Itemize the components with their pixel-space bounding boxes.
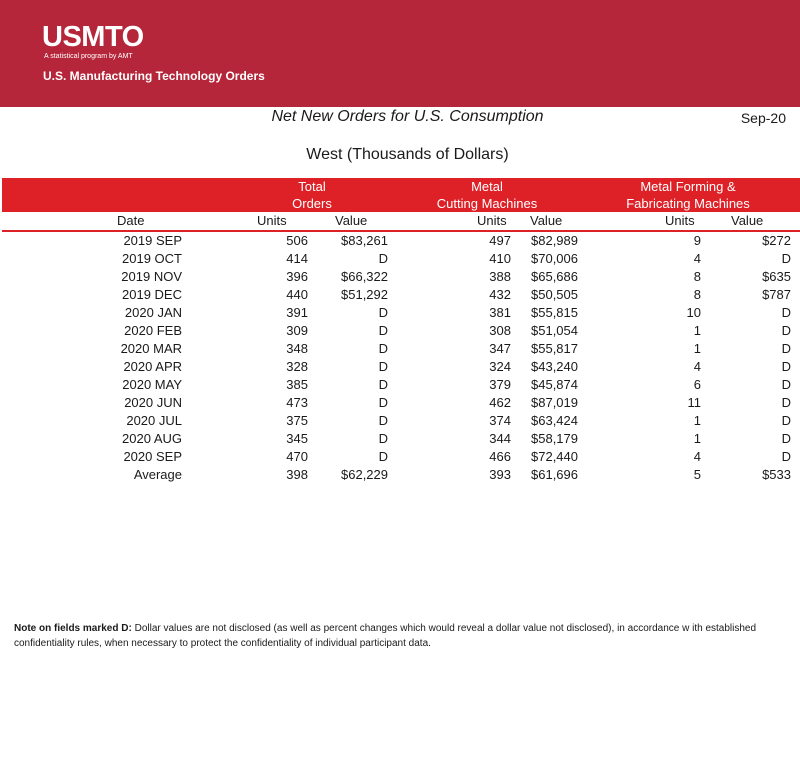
group-forming-line1: Metal Forming &: [640, 179, 736, 194]
cell-total-value: D: [378, 377, 388, 392]
cell-date: 2019 NOV: [121, 269, 182, 284]
logo-tagline: A statistical program by AMT: [44, 53, 133, 60]
cell-forming-value: D: [781, 377, 791, 392]
cell-total-units: 396: [286, 269, 308, 284]
cell-date: 2020 MAR: [120, 341, 182, 356]
group-metal-cutting: [422, 178, 552, 212]
cell-date: 2020 FEB: [124, 323, 182, 338]
cell-metal-value: $51,054: [531, 323, 578, 338]
report-title: Net New Orders for U.S. Consumption: [271, 108, 544, 125]
col-total-value: Value: [335, 213, 368, 228]
cell-forming-value: $635: [762, 269, 791, 284]
cell-total-units: 414: [286, 251, 308, 266]
cell-total-units: 309: [286, 323, 308, 338]
cell-total-value: D: [378, 413, 388, 428]
table-row: [0, 376, 800, 394]
cell-forming-units: 4: [693, 449, 701, 464]
cell-forming-units: 4: [693, 251, 701, 266]
col-forming-value: Value: [731, 213, 764, 228]
table-row: [0, 412, 800, 430]
cell-total-units: 345: [286, 431, 308, 446]
cell-metal-units: 432: [489, 287, 511, 302]
cell-metal-units: 410: [489, 251, 511, 266]
group-metal-line1: Metal: [471, 179, 503, 194]
cell-total-value: D: [378, 305, 388, 320]
cell-metal-value: $82,989: [531, 233, 578, 248]
cell-forming-units: 8: [693, 269, 701, 284]
cell-metal-value: $61,696: [531, 467, 578, 482]
cell-total-value: $66,322: [341, 269, 388, 284]
cell-total-units: 473: [286, 395, 308, 410]
disclosure-note: [14, 621, 774, 651]
table-row: [0, 340, 800, 358]
cell-metal-value: $50,505: [531, 287, 578, 302]
cell-total-units: 375: [286, 413, 308, 428]
group-metal-line2: Cutting Machines: [436, 196, 538, 211]
cell-metal-units: 466: [489, 449, 511, 464]
table-row: [0, 268, 800, 286]
cell-total-units: 506: [286, 233, 308, 248]
cell-forming-units: 9: [693, 233, 701, 248]
table-row: [0, 232, 800, 250]
group-total-line2: Orders: [292, 196, 332, 211]
cell-date: 2019 DEC: [122, 287, 182, 302]
group-forming-line2: Fabricating Machines: [626, 196, 750, 211]
table-row: [0, 358, 800, 376]
note-label: Note on fields marked D:: [14, 623, 132, 634]
col-total-units: Units: [257, 213, 287, 228]
cell-forming-value: D: [781, 431, 791, 446]
cell-metal-units: 381: [489, 305, 511, 320]
cell-metal-value: $72,440: [531, 449, 578, 464]
cell-metal-units: 324: [489, 359, 511, 374]
cell-date: 2020 MAY: [122, 377, 182, 392]
cell-forming-units: 4: [693, 359, 701, 374]
region-heading: West (Thousands of Dollars): [306, 146, 509, 163]
header-subtitle: U.S. Manufacturing Technology Orders: [43, 69, 265, 83]
cell-forming-units: 11: [687, 395, 701, 410]
cell-forming-value: $787: [762, 287, 791, 302]
cell-total-units: 398: [286, 467, 308, 482]
cell-date: 2020 APR: [123, 359, 182, 374]
cell-total-value: D: [378, 341, 388, 356]
cell-metal-value: $87,019: [531, 395, 578, 410]
cell-forming-value: D: [781, 413, 791, 428]
table-row: [0, 286, 800, 304]
cell-metal-value: $63,424: [531, 413, 578, 428]
cell-date: 2020 JAN: [124, 305, 182, 320]
cell-total-units: 328: [286, 359, 308, 374]
cell-total-units: 391: [286, 305, 308, 320]
cell-date: 2019 OCT: [122, 251, 182, 266]
cell-metal-value: $43,240: [531, 359, 578, 374]
col-metal-value: Value: [530, 213, 563, 228]
cell-total-units: 470: [286, 449, 308, 464]
cell-forming-units: 10: [686, 305, 701, 320]
cell-forming-units: 1: [693, 431, 701, 446]
cell-metal-units: 379: [489, 377, 511, 392]
cell-total-value: D: [378, 395, 388, 410]
cell-total-value: D: [378, 251, 388, 266]
cell-forming-value: D: [781, 395, 791, 410]
data-table-body: [0, 232, 800, 484]
cell-forming-units: 1: [693, 323, 701, 338]
cell-total-value: D: [378, 449, 388, 464]
cell-metal-value: $58,179: [531, 431, 578, 446]
cell-forming-units: 8: [693, 287, 701, 302]
cell-metal-units: 388: [489, 269, 511, 284]
cell-forming-value: D: [781, 449, 791, 464]
table-row: [0, 304, 800, 322]
group-total-line1: Total: [298, 179, 326, 194]
cell-forming-units: 1: [693, 413, 701, 428]
cell-date: 2020 JUL: [126, 413, 182, 428]
cell-total-value: D: [378, 359, 388, 374]
cell-metal-units: 308: [489, 323, 511, 338]
cell-forming-value: D: [781, 359, 791, 374]
cell-metal-value: $55,817: [531, 341, 578, 356]
cell-forming-value: $533: [762, 467, 791, 482]
average-row: [0, 466, 800, 484]
cell-total-units: 385: [286, 377, 308, 392]
cell-metal-units: 344: [489, 431, 511, 446]
cell-forming-units: 5: [693, 467, 701, 482]
cell-total-value: D: [378, 323, 388, 338]
cell-date: 2019 SEP: [123, 233, 182, 248]
cell-forming-value: $272: [762, 233, 791, 248]
cell-forming-value: D: [781, 305, 791, 320]
cell-total-value: D: [378, 431, 388, 446]
cell-total-units: 440: [286, 287, 308, 302]
cell-metal-value: $65,686: [531, 269, 578, 284]
table-row: [0, 448, 800, 466]
note-text: Dollar values are not disclosed (as well as percent changes which would reveal a dollar value not disclosed), in accordance w ith established confidentiality rules, when necessary to protect the confidentiality of individual participant data.: [14, 623, 757, 649]
cell-forming-value: D: [781, 251, 791, 266]
cell-metal-value: $70,006: [531, 251, 578, 266]
cell-metal-units: 374: [489, 413, 511, 428]
cell-metal-units: 462: [489, 395, 511, 410]
cell-forming-units: 6: [693, 377, 701, 392]
table-row: [0, 430, 800, 448]
header-banner: [0, 0, 800, 107]
cell-forming-value: D: [781, 341, 791, 356]
col-date: Date: [117, 213, 145, 228]
report-date: Sep-20: [740, 110, 786, 126]
cell-metal-value: $55,815: [531, 305, 578, 320]
cell-metal-value: $45,874: [531, 377, 578, 392]
cell-metal-units: 497: [489, 233, 511, 248]
group-metal-forming: [613, 178, 763, 212]
table-row: [0, 322, 800, 340]
group-total-orders: [262, 178, 362, 212]
cell-metal-units: 393: [489, 467, 511, 482]
cell-date: 2020 SEP: [123, 449, 182, 464]
cell-metal-units: 347: [489, 341, 511, 356]
cell-total-value: $83,261: [341, 233, 388, 248]
cell-forming-value: D: [781, 323, 791, 338]
col-forming-units: Units: [665, 213, 695, 228]
col-metal-units: Units: [477, 213, 507, 228]
table-row: [0, 250, 800, 268]
table-row: [0, 394, 800, 412]
cell-date: 2020 JUN: [124, 395, 182, 410]
cell-total-units: 348: [286, 341, 308, 356]
usmto-logo: USMTO: [42, 21, 144, 53]
cell-average-label: Average: [133, 467, 182, 482]
cell-total-value: $51,292: [341, 287, 388, 302]
cell-total-value: $62,229: [341, 467, 388, 482]
cell-date: 2020 AUG: [122, 431, 182, 446]
cell-forming-units: 1: [693, 341, 701, 356]
